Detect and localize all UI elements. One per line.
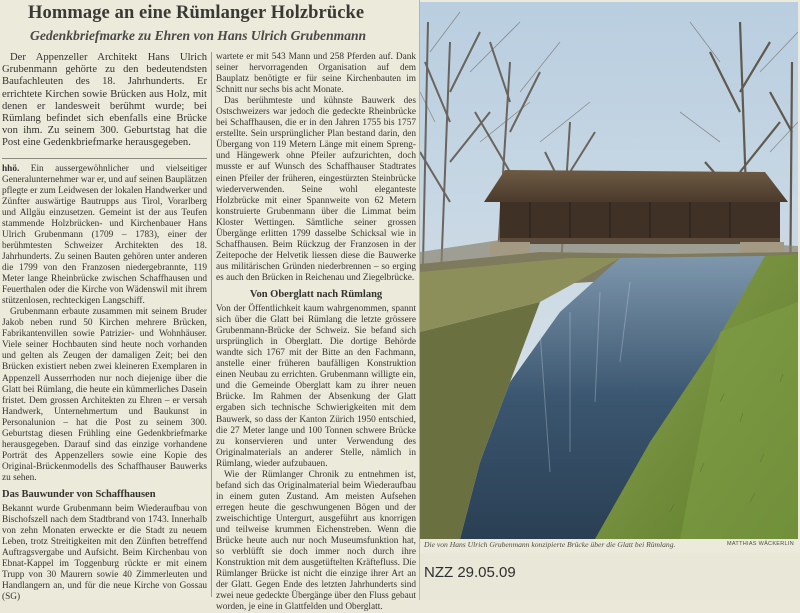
article-paragraph: [2, 164, 207, 308]
article-paragraph: wartete er mit 543 Mann und 258 Pferden auf. Dank seiner hervorragenden Organisation auf dem Bauplatz benötigte er für seine Kirchenbauten im Schnitt nur sechs bis acht Monate.: [216, 52, 416, 96]
article-lead: Der Appenzeller Architekt Hans Ulrich Grubenmann gehörte zu den bedeutendsten Baufachleuten des 18. Jahrhunderts. Er errichtete Kirchen sowie Brücken aus Holz, mit denen er landesweit berühmt wurde; bei Rümlang befindet sich ebenfalls eine Brücke von ihm. Zu seinem 300. Geburtstag hat die Post eine Gedenkbriefmarke herausgegeben.: [2, 52, 207, 149]
article-paragraph: Wie der Rümlanger Chronik zu entnehmen ist, befand sich das Originalmaterial beim Wiederaufbau in einem guten Zustand. Am meisten Aufsehen erregen heute die geschwungenen Bögen und der zweischichtige Untergurt, ausgeführt aus knorrigen und teilweise krummen Eichenstreben. Wenn die Brücke heute auch nur noch Museumsfunktion hat, so verblüfft sie doch immer noch durch ihre Konstruktion mit dem ausgetüftelten Kräftefluss. Die Rümlanger Brücke ist nicht die einzige ihrer Art an der Glatt. Gegen Ende des letzten Jahrhunderts sind zwei neue gedeckte Übergänge über den Fluss gebaut worden, je eine in Glattfelden und Oberglatt.: [216, 469, 416, 613]
photo-credit: MATTHIAS WÄCKERLIN: [726, 541, 794, 547]
bridge-photo: [420, 2, 798, 539]
column-divider: [211, 52, 212, 597]
article-paragraph: Das berühmteste und kühnste Bauwerk des Ostschweizers war jedoch die gedeckte Rheinbrücke bei Schaffhausen, die er in den Jahren 1755 bis 1757 erstellte. Sein ursprünglicher Plan bestand darin, den Übergang von 119 Metern Länge mit einem Spreng- und Hängewerk ohne Pfeiler aufzurichten, doch musste er auf Wunsch des Schaffhauser Stadtrates einen Pfeiler der früheren, eingestürzten Steinbrücke wiederverwenden. Seine wohl eleganteste Holzbrücke mit einer Spannweite von 62 Metern konstruierte Grubenmann über die Limmat beim Kloster Wettingen. Sämtliche seiner grossen Übergänge erlitten 1799 dasselbe Schicksal wie in Schaffhausen. Beim Rückzug der Franzosen in der Zeitepoche der Helvetik liessen diese die Bauwerke aus militärischen Gründen niederbrennen – so erging es auch den Brücken in Reichenau und Ziegelbrücke.: [216, 96, 416, 283]
photo-illustration: [420, 2, 798, 539]
article-column-2: [216, 52, 416, 613]
article-subheadline: Gedenkbriefmarke zu Ehren von Hans Ulrich Grubenmann: [30, 28, 367, 43]
source-date-label: NZZ 29.05.09: [424, 564, 516, 581]
covered-bridge-shape: [484, 170, 788, 256]
source-label-area: [420, 553, 800, 600]
photo-caption: [420, 540, 798, 552]
caption-text: Die von Hans Ulrich Grubenmann konzipierte Brücke über die Glatt bei Rümlang.: [424, 540, 676, 549]
section-heading: Das Bauwunder von Schaffhausen: [2, 488, 156, 500]
article-headline: Hommage an eine Rümlanger Holzbrücke: [28, 3, 365, 23]
article-paragraph: Grubenmann erbaute zusammen mit seinem Bruder Jakob neben rund 50 Kirchen mehrere Brücken, Fabrikantenvillen sowie Patrizier- und Wohnhäuser. Viele seiner Hochbauten sind heute noch vorhanden und gelten als Zeugen der damaligen Zeit; bei den Brücken existiert neben zwei kleineren Exemplaren in Appenzell Ausserrhoden nur noch diejenige über die Glatt bei Rümlang, die heute ein kümmerliches Dasein fristet. Dem grossen Architekten zu Ehren – er versah Handwerk, Unternehmertum und Baukunst in Personalunion – hat die Post zu seinem 300. Geburtstag diesen Frühling eine Gedenkbriefmarke herausgegeben. Darauf sind das einzige vorhandene Porträt des Appenzellers sowie eine Kopie des Original-Brückenmodells des Schaffhauser Bauwerks zu sehen.: [2, 307, 207, 483]
article-column-1: [2, 52, 207, 603]
paragraph-text: Ein aussergewöhnlicher und vielseitiger Generalunternehmer war er, und auf seinen Bauplätzen pflegte er zum Leidwesen der lokalen Handwerker und Zünfter auswärtige Bautrupps aus Tirol, Vorarlberg und Allgäu einzusetzen. Gemeint ist der aus Teufen stammende Holzbrücken- und Kirchenbauer Hans Ulrich Grubenmann (1709 – 1783), einer der berühmtesten Schweizer Architekten des 18. Jahrhunderts. Zu seinen Bauten gehören unter anderen die 1799 von den Franzosen niedergebrannte, 119 Meter lange Rheinbrücke zwischen Schaffhausen und Feuerthalen oder die Kirche von Wädenswil mit ihrem stützenlosen, rechteckigen Langschiff.: [2, 163, 207, 307]
author-tag: hhö.: [2, 163, 20, 174]
article-paragraph: Bekannt wurde Grubenmann beim Wiederaufbau von Bischofszell nach dem Stadtbrand von 1743. Innerhalb von zehn Monaten erweckte er die Stadt zu neuem Leben, trotz Streitigkeiten mit den Zünften betreffend Auftragsvergabe und Aufsicht. Beim Kirchenbau von Ebnat-Kappel im Toggenburg rückte er mit einem Trupp von 30 Maurern sowie 40 Zimmerleuten und Handlangern an, und für die neue Kirche von Gossau (SG): [2, 504, 207, 603]
section-heading: Von Oberglatt nach Rümlang: [249, 288, 383, 300]
article-paragraph: Von der Öffentlichkeit kaum wahrgenommen, spannt sich über die Glatt bei Rümlang die letzte grössere Grubenmann-Brücke der Schweiz. Sie befand sich ursprünglich in Oberglatt. Die dortige Behörde wandte sich 1767 mit der Bitte an den Fachmann, anstelle einer früheren baufälligen Konstruktion einen Neubau zu errichten. Grubenmann willigte ein, und die Gemeinde Oberglatt kam zu ihrer neuen Brücke. Im Rahmen der Absenkung der Glatt ergaben sich technische Schwierigkeiten mit dem Bauwerk, so dass der Kanton Zürich 1950 entschied, die 27 Meter lange und 100 Tonnen schwere Brücke zu konservieren und unter Verwendung des Originalmaterials an anderer Stelle, nämlich in Rümlang, wieder aufzubauen.: [216, 304, 416, 469]
lead-separator: [2, 158, 207, 159]
